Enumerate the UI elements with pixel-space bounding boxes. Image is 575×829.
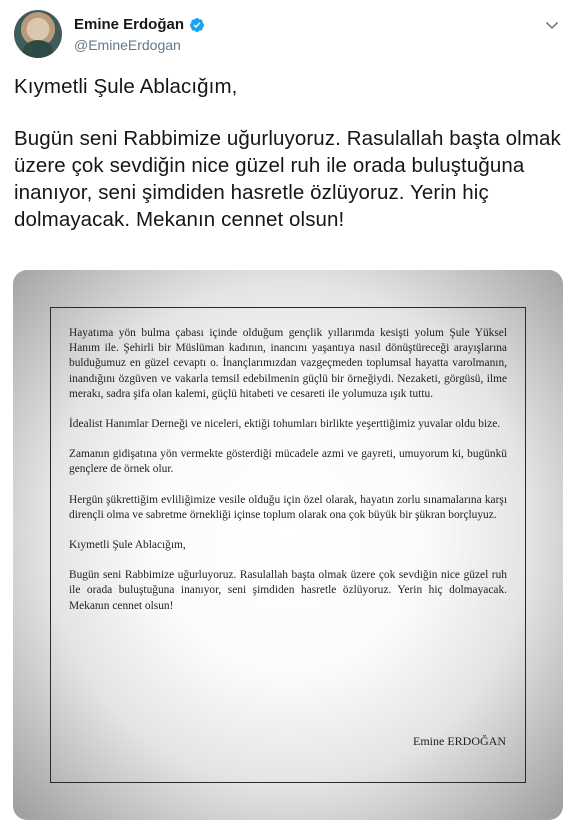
letter-signature: Emine ERDOĞAN	[413, 734, 506, 748]
tweet-text	[14, 73, 562, 233]
letter-paragraph: İdealist Hanımlar Derneği ve niceleri, ektiği tohumları birlikte yeşerttiğimiz yuvalar oldu bize.	[69, 418, 501, 431]
chevron-down-icon[interactable]	[543, 16, 561, 34]
letter-text	[69, 326, 507, 629]
tweet-greeting: Kıymetli Şule Ablacığım,	[14, 75, 238, 98]
letter-salutation: Kıymetli Şule Ablacığım,	[69, 539, 186, 552]
letter-paragraph: Hergün şükrettiğim evliliğimize vesile olduğu için özel olarak, hayatın zorlu sınamalarına karşı dirençli olma ve sabretme örnekliği içinse toplum olarak ona çok büyük bir şükran borçluyuz.	[69, 493, 507, 521]
avatar[interactable]	[14, 10, 62, 58]
name-row	[74, 16, 205, 33]
letter-paragraph: Hayatıma yön bulma çabası içinde olduğum gençlik yıllarımda kesişti yolum Şule Yüksel Hanım ile. Şehirli bir Müslüman kadının, inancını yaşantıya nasıl dönüştüreceği arayışlarına bulduğumuz en güzel cevaptı o. İnançlarımızdan vazgeçmeden toplumsal hayatta varolmanın, inandığını özgüven ve vakarla temsil edebilmenin güçlü bir örneğiydi. Nezaketi, görgüsü, ilme merakı, sadra şifa olan kalemi, güçlü hitabeti ve cesareti ile yolumuza ışık tuttu.	[69, 327, 507, 400]
tweet-body: Bugün seni Rabbimize uğurluyoruz. Rasulallah başta olmak üzere çok sevdiğin nice güzel ruh ile orada buluştuğuna inanıyor, seni şimdiden hasretle özlüyoruz. Yerin hiç dolmayacak. Mekanın cennet olsun!	[14, 127, 561, 231]
letter-paragraph: Bugün seni Rabbimize uğurluyoruz. Rasulallah başta olmak üzere çok sevdiğin nice güzel ruh ile orada buluştuğuna inanıyor, seni şimdiden hasretle özlüyoruz. Yerin hiç dolmayacak. Mekanın cennet olsun!	[69, 569, 507, 612]
tweet-header	[14, 10, 561, 60]
letter-paragraph: Zamanın gidişatına yön vermekte gösterdiği mücadele azmi ve gayreti, umuyorum ki, bugünkü gençlere de örnek olur.	[69, 448, 507, 476]
verified-badge-icon	[189, 17, 205, 33]
tweet-image[interactable]	[13, 270, 563, 820]
display-name[interactable]: Emine Erdoğan	[74, 16, 185, 33]
user-handle[interactable]: @EmineErdogan	[74, 37, 181, 53]
